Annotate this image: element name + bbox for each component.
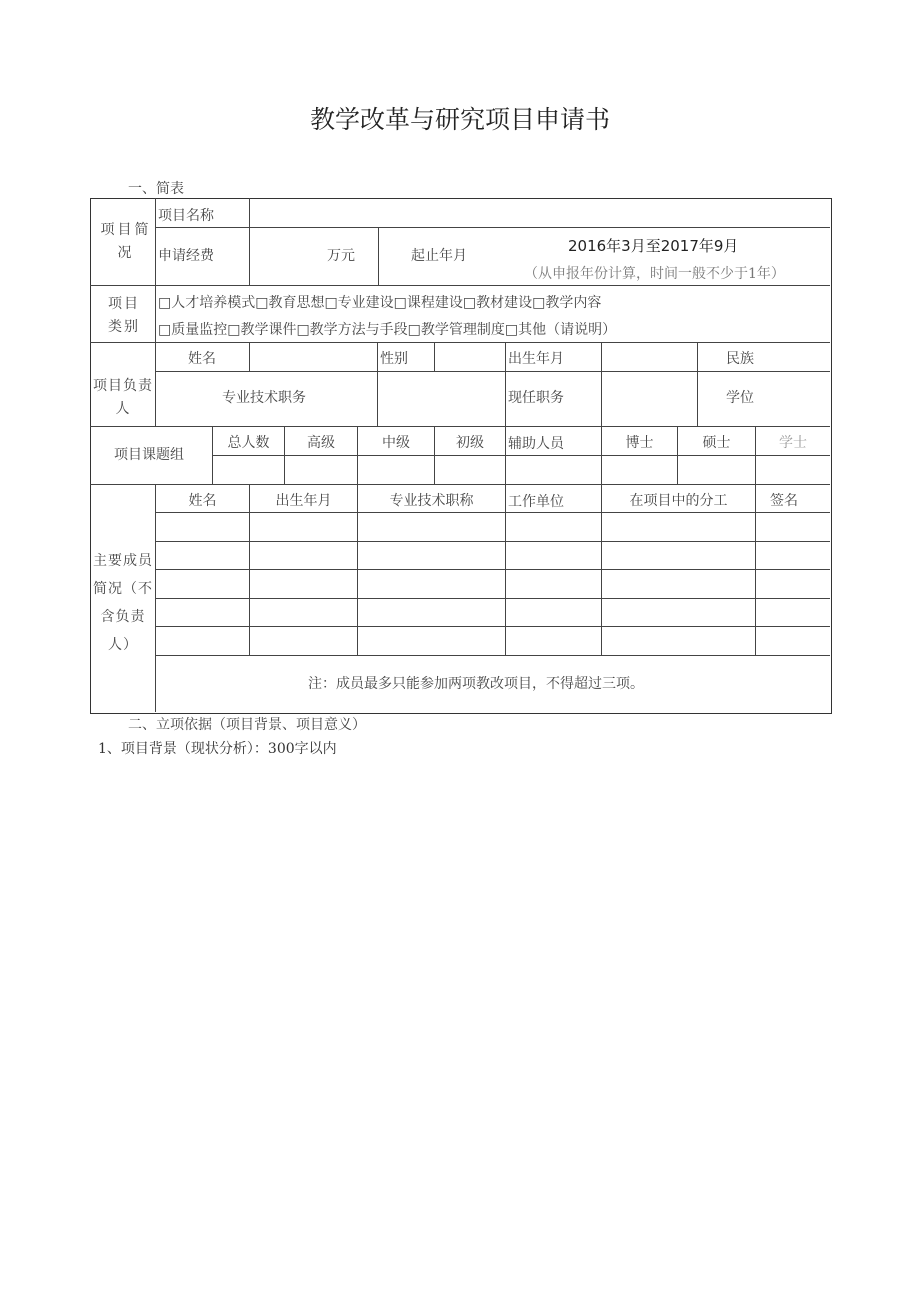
leader-title-label: 专业技术职务 [222, 390, 306, 406]
team-header: 总人数 [227, 435, 270, 451]
period-value: 2016年3月至2017年9月 [568, 237, 739, 255]
category-options-line1: □人才培养模式□教育思想□专业建设□课程建设□教材建设□教学内容 [158, 295, 602, 311]
team-header: 初级 [456, 435, 484, 451]
members-header: 专业技术职称 [389, 493, 474, 509]
leader-ethnicity-label: 民族 [726, 351, 754, 367]
members-header: 出生年月 [275, 493, 332, 509]
team-header: 高级 [307, 435, 335, 451]
members-header: 姓名 [188, 493, 217, 509]
team-header: 中级 [382, 435, 410, 451]
team-header: 硕士 [702, 435, 731, 451]
members-note: 注：成员最多只能参加两项教改项目，不得超过三项。 [308, 676, 644, 692]
period-note: （从申报年份计算，时间一般不少于1年） [524, 266, 785, 282]
members-header: 签名 [770, 493, 798, 509]
team-label: 项目课题组 [114, 447, 184, 463]
category-label: 项目类别 [108, 296, 140, 335]
leader-gender-label: 性别 [380, 351, 408, 367]
members-header: 工作单位 [508, 494, 564, 510]
project-overview-label: 项目简况 [100, 222, 152, 261]
leader-position-label: 现任职务 [508, 390, 564, 406]
members-header: 在项目中的分工 [629, 493, 728, 509]
category-options-line2: □质量监控□教学课件□教学方法与手段□教学管理制度□其他（请说明） [158, 322, 617, 338]
page-title: 教学改革与研究项目申请书 [309, 105, 610, 134]
members-label: 主要成员简况（不含负责人） [93, 553, 153, 653]
section-heading-basis: 二、立项依据（项目背景、项目意义） [128, 717, 366, 733]
leader-birth-label: 出生年月 [508, 351, 564, 367]
team-header: 辅助人员 [508, 436, 564, 452]
leader-degree-label: 学位 [726, 390, 754, 406]
project-name-label: 项目名称 [158, 208, 214, 224]
team-header: 学士 [779, 435, 807, 451]
section-heading-summary: 一、简表 [128, 181, 184, 197]
period-label: 起止年月 [411, 248, 467, 264]
team-header: 博士 [625, 435, 654, 451]
leader-label: 项目负责人 [93, 378, 153, 417]
funding-label: 申请经费 [158, 248, 214, 264]
section-item-background: 1、项目背景（现状分析）：300字以内 [98, 741, 337, 757]
leader-name-label: 姓名 [188, 351, 216, 367]
funding-unit: 万元 [327, 248, 355, 264]
